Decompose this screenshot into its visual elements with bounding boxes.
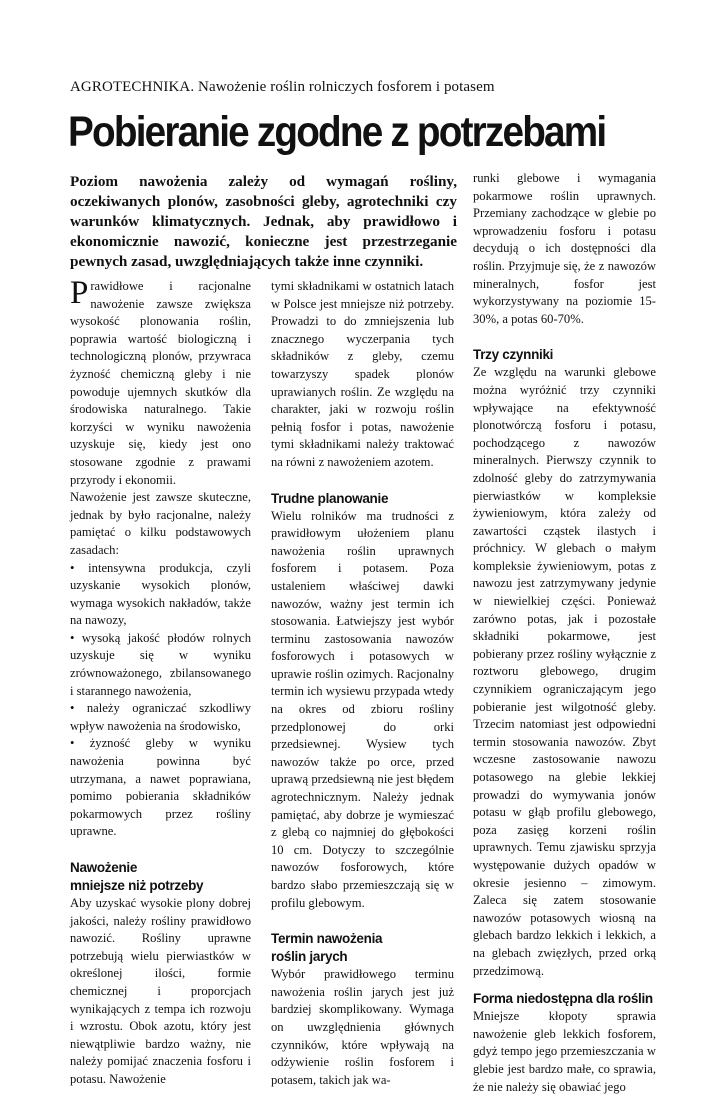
paragraph: Nawożenie jest zawsze skuteczne, jednak by było racjonalne, należy pamiętać o kilku podstawowych zasadach: xyxy=(70,490,251,557)
section-heading: Trudne planowanie xyxy=(271,490,389,506)
bullet-item: • żyzność gleby w wyniku nawożenia powinna być utrzymana, a nawet poprawiana, pomimo pobierania składników pokarmowych przez rośliny uprawne. xyxy=(70,736,251,839)
article-title: Pobieranie zgodne z potrzebami xyxy=(68,108,606,156)
intro-paragraph: Prawidłowe i racjonalne nawożenie zawsze zwiększa wysokość plonowania roślin, poprawia wartość biologiczną i technologiczną plonów, przywraca żyzność chemiczną gleby i nie powoduje ujemnych skutków dla środowiska naturalnego. Takie korzyści w wyniku nawożenia uzyskuje się, kiedy jest ono stosowane zgodnie z prawami przyrody i ekonomii. xyxy=(70,275,251,487)
section-heading: Trzy czynniki xyxy=(473,347,554,363)
bullet-item: • intensywna produkcja, czyli uzyskanie wysokich plonów, wymaga wysokich nakładów, także na nawozy, xyxy=(70,560,251,628)
column-2 xyxy=(271,278,454,1089)
section-kicker: AGROTECHNIKA. Nawożenie roślin rolniczych fosforem i potasem xyxy=(70,79,495,95)
paragraph: Ze względu na warunki glebowe można wyróżnić trzy czynniki wpływające na efektywność plonotwórczą fosforu i potasu, pochodzącego z nawozów mineralnych. Pierwszy czynnik to zdolność gleby do zatrzymywania pierwiastków w kompleksie żywieniowym, która zależy od zawartości cząstek ilastych i próchnicy. W glebach o małym kompleksie żywieniowym, potas z nawozu jest zatrzymywany jedynie w niewielkiej części. Ponieważ zarówno potas, jak i pozostałe składniki pokarmowe, jest pobierany przez rośliny wyłącznie z roztworu glebowego, drugim czynnikiem ograniczającym jego pobieranie jest wilgotność gleby. Trzecim natomiast jest odpowiedni termin stosowania nawozów. Zbyt wczesne zastosowanie nawozu potasowego na glebie lekkiej prowadzi do wymywania jonów potasu w głąb profilu glebowego, poza zasięg korzeni roślin uprawnych. Temu zjawisku sprzyja występowanie dużych opadów w okresie jesienno – zimowym. Zaleca się zatem stosowanie nawozów potasowych wiosną na glebach bardzo lekkich i lekkich, a na glebach zwięzłych, przed orką przedzimową. xyxy=(473,365,656,978)
paragraph: Wybór prawidłowego terminu nawożenia roślin jarych jest już bardziej skomplikowany. Wymaga on uwzględnienia głównych czynników, które wpływają na odżywienie roślin fosforem i potasem, takich jak wa- xyxy=(271,967,454,1087)
bullet-item: • należy ograniczać szkodliwy wpływ nawożenia na środowisko, xyxy=(70,701,251,733)
column-3 xyxy=(473,170,656,1096)
lead-paragraph: Poziom nawożenia zależy od wymagań rośliny, oczekiwanych plonów, zasobności gleby, agrotechniki czy warunków klimatycznych. Jednak, aby prawidłowo i ekonomicznie nawozić, konieczne jest przestrzeganie pewnych zasad, uwzględniających także inne czynniki. xyxy=(70,173,457,270)
paragraph: Wielu rolników ma trudności z prawidłowym ułożeniem planu nawożenia roślin uprawnych fosforem i potasem. Poza ustaleniem właściwej dawki nawozów, ważny jest termin ich stosowania. Łatwiejszy jest wybór terminu zastosowania nawozów fosforowych i potasowych w uprawie roślin ozimych. Racjonalny termin ich wysiewu przypada wtedy na okres od zbioru rośliny przedplonowej do orki przedsiewnej. Wysiew tych nawozów także po orce, przed uprawą przedsiewną nie jest błędem agrotechnicznym. Należy jednak pamiętać, aby dobrze je wymieszać z glebą co najmniej do głębokości 10 cm. Dotyczy to szczególnie nawozów fosforowych, które bardzo słabo przemieszczają się w profilu glebowym. xyxy=(271,508,454,910)
paragraph: runki glebowe i wymagania pokarmowe roślin uprawnych. Przemiany zachodzące w glebie po wprowadzeniu fosforu i potasu decydują o ich dostępności dla roślin. Przyjmuje się, że z nawozów mineralnych, fosfor jest wykorzystywany na poziomie 15-30%, a potas 60-70%. xyxy=(473,171,656,326)
section-heading: Termin nawożenia roślin jarych xyxy=(271,931,383,965)
section-heading: Forma niedostępna dla roślin xyxy=(473,991,653,1007)
bullet-item: • wysoką jakość płodów rolnych uzyskuje się w wyniku zrównoważonego, zbilansowanego i starannego nawożenia, xyxy=(70,630,251,698)
paragraph: Aby uzyskać wysokie plony dobrej jakości, należy rośliny prawidłowo nawozić. Rośliny uprawne potrzebują wielu pierwiastków w określonej ilości, formie chemicznej i proporcjach wynikających z tempa ich rozwoju i wzrostu. Obok azotu, który jest niewątpliwie bardzo ważny, nie należy pomijać znaczenia fosforu i potasu. Nawożenie xyxy=(70,896,251,1086)
section-heading: Nawożenie mniejsze niż potrzeby xyxy=(70,860,204,893)
drop-cap: P xyxy=(70,275,89,311)
paragraph: Mniejsze kłopoty sprawia nawożenie gleb lekkich fosforem, gdyż tempo jego przemieszczania w glebie jest bardzo małe, co sprawia, że nie należy się obawiać jego xyxy=(473,1009,656,1094)
paragraph: tymi składnikami w ostatnich latach w Polsce jest mniejsze niż potrzeby. Prowadzi to do zmniejszenia lub znacznego wyczerpania tych składników z gleby, czemu towarzyszy spadek plonów uprawianych roślin. Ze względu na charakter, jaki w rozwoju roślin pełnią fosfor i potas, nawożenie tymi składnikami należy traktować na równi z nawożeniem azotem. xyxy=(271,279,454,469)
column-1 xyxy=(70,275,251,1089)
